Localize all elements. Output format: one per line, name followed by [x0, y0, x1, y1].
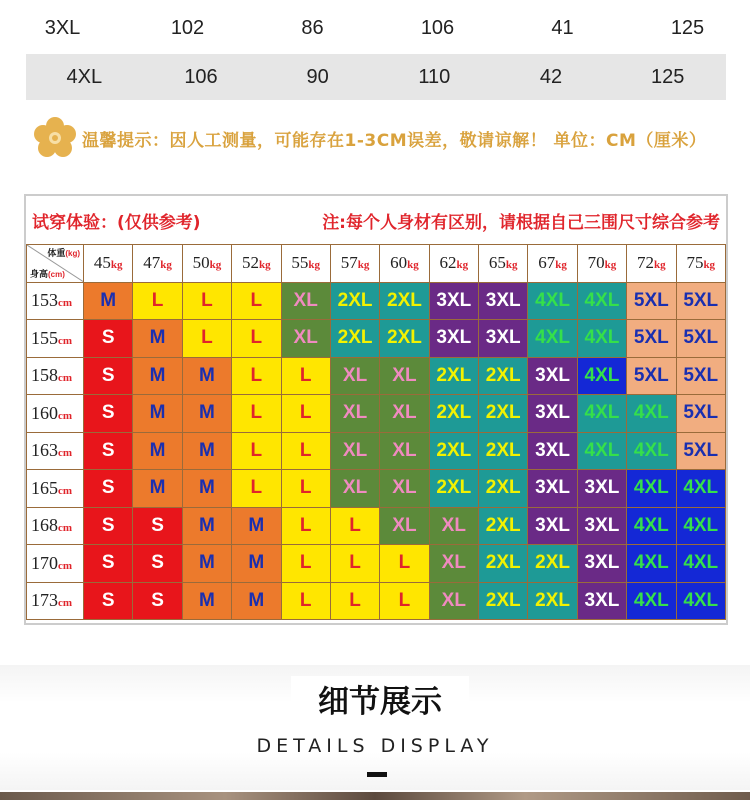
size-recommendation-cell: S	[84, 507, 133, 545]
size-recommendation-cell: 2XL	[380, 282, 429, 320]
size-recommendation-cell: 2XL	[528, 582, 577, 620]
flower-icon	[32, 116, 78, 160]
size-recommendation-cell: 4XL	[577, 282, 626, 320]
size-recommendation-cell: M	[182, 507, 231, 545]
size-recommendation-cell: L	[281, 582, 330, 620]
divider-bar	[367, 772, 387, 777]
size-recommendation-cell: L	[232, 282, 281, 320]
weight-header-cell: 52kg	[232, 245, 281, 283]
size-recommendation-cell: 4XL	[627, 432, 676, 470]
size-recommendation-cell: 4XL	[577, 357, 626, 395]
fitting-table	[24, 194, 728, 625]
size-cell: 102	[170, 16, 205, 39]
fitting-row	[27, 545, 726, 583]
size-recommendation-cell: XL	[380, 395, 429, 433]
weight-header-cell: 62kg	[429, 245, 478, 283]
size-recommendation-cell: 3XL	[577, 582, 626, 620]
size-recommendation-cell: XL	[380, 432, 429, 470]
size-recommendation-cell: 3XL	[577, 507, 626, 545]
size-recommendation-cell: XL	[429, 582, 478, 620]
height-header-cell: 165cm	[27, 470, 84, 508]
details-subtitle: DETAILS DISPLAY	[256, 735, 494, 757]
size-recommendation-cell: 3XL	[528, 470, 577, 508]
size-cell: 42	[539, 65, 563, 88]
details-title: 细节展示	[291, 676, 469, 728]
size-recommendation-cell: S	[133, 545, 182, 583]
size-recommendation-cell: M	[133, 395, 182, 433]
size-cell: 41	[551, 16, 574, 39]
size-recommendation-cell: L	[281, 432, 330, 470]
weight-header-cell: 65kg	[479, 245, 528, 283]
size-recommendation-cell: 2XL	[330, 320, 379, 358]
size-recommendation-cell: M	[182, 470, 231, 508]
size-cell: 4XL	[66, 65, 103, 88]
size-recommendation-cell: XL	[330, 432, 379, 470]
size-recommendation-cell: XL	[330, 470, 379, 508]
size-recommendation-cell: XL	[429, 507, 478, 545]
height-header-cell: 173cm	[27, 582, 84, 620]
size-cell: 110	[418, 65, 451, 88]
size-recommendation-cell: M	[232, 507, 281, 545]
size-recommendation-cell: L	[380, 582, 429, 620]
size-recommendation-cell: 2XL	[429, 395, 478, 433]
size-recommendation-cell: 3XL	[429, 320, 478, 358]
size-recommendation-cell: 3XL	[577, 545, 626, 583]
size-recommendation-cell: L	[281, 395, 330, 433]
size-recommendation-cell: XL	[429, 545, 478, 583]
size-recommendation-cell: 2XL	[479, 470, 528, 508]
size-cell: 3XL	[44, 16, 81, 39]
size-recommendation-cell: L	[281, 357, 330, 395]
weight-header-cell: 72kg	[627, 245, 676, 283]
size-recommendation-cell: 3XL	[429, 282, 478, 320]
tip-text: 温馨提示：因人工测量，可能存在1-3CM误差，敬请谅解！ 单位：CM（厘米）	[82, 130, 707, 151]
fitting-note: 注:每个人身材有区别，请根据自己三围尺寸综合参考	[322, 212, 720, 233]
size-recommendation-cell: S	[133, 507, 182, 545]
size-recommendation-cell: 5XL	[676, 432, 726, 470]
size-recommendation-cell: 4XL	[627, 545, 676, 583]
size-recommendation-cell: L	[281, 470, 330, 508]
size-cell: 86	[301, 16, 324, 39]
size-recommendation-cell: 4XL	[627, 470, 676, 508]
fitting-row	[27, 357, 726, 395]
size-recommendation-cell: M	[133, 357, 182, 395]
size-recommendation-cell: XL	[380, 357, 429, 395]
size-recommendation-cell: XL	[380, 507, 429, 545]
size-recommendation-cell: L	[330, 545, 379, 583]
weight-header-cell: 70kg	[577, 245, 626, 283]
fitting-row	[27, 470, 726, 508]
details-section	[0, 665, 750, 790]
size-recommendation-cell: 5XL	[627, 357, 676, 395]
size-recommendation-cell: 5XL	[676, 282, 726, 320]
size-recommendation-cell: S	[84, 545, 133, 583]
weight-header-cell: 60kg	[380, 245, 429, 283]
size-recommendation-cell: M	[182, 582, 231, 620]
size-recommendation-cell: M	[84, 282, 133, 320]
size-recommendation-cell: 2XL	[429, 432, 478, 470]
size-recommendation-cell: 4XL	[577, 432, 626, 470]
size-recommendation-cell: 3XL	[528, 357, 577, 395]
size-recommendation-cell: L	[182, 320, 231, 358]
height-header-cell: 160cm	[27, 395, 84, 433]
size-recommendation-cell: M	[182, 357, 231, 395]
fitting-row	[27, 282, 726, 320]
fitting-grid	[26, 244, 726, 620]
size-recommendation-cell: L	[232, 432, 281, 470]
size-recommendation-cell: XL	[330, 357, 379, 395]
height-axis-label: 身高(cm)	[30, 268, 65, 279]
size-recommendation-cell: 4XL	[528, 282, 577, 320]
size-recommendation-cell: 2XL	[380, 320, 429, 358]
size-recommendation-cell: XL	[330, 395, 379, 433]
size-recommendation-cell: S	[84, 357, 133, 395]
size-recommendation-cell: L	[182, 282, 231, 320]
size-recommendation-cell: 4XL	[577, 395, 626, 433]
size-recommendation-cell: 2XL	[479, 545, 528, 583]
size-recommendation-cell: 5XL	[676, 357, 726, 395]
size-recommendation-cell: 2XL	[528, 545, 577, 583]
size-recommendation-cell: L	[232, 320, 281, 358]
size-recommendation-cell: M	[133, 432, 182, 470]
size-recommendation-cell: 2XL	[429, 357, 478, 395]
weight-axis-label: 体重(kg)	[47, 248, 80, 258]
size-recommendation-cell: 3XL	[528, 507, 577, 545]
size-recommendation-cell: S	[84, 582, 133, 620]
size-recommendation-cell: L	[232, 470, 281, 508]
size-recommendation-cell: 5XL	[676, 395, 726, 433]
size-recommendation-cell: S	[133, 582, 182, 620]
height-header-cell: 158cm	[27, 357, 84, 395]
size-recommendation-cell: 4XL	[627, 395, 676, 433]
fitting-row	[27, 582, 726, 620]
height-header-cell: 155cm	[27, 320, 84, 358]
size-recommendation-cell: M	[133, 320, 182, 358]
size-recommendation-cell: L	[330, 582, 379, 620]
size-recommendation-cell: L	[281, 545, 330, 583]
size-recommendation-cell: 2XL	[479, 507, 528, 545]
weight-header-cell: 57kg	[330, 245, 379, 283]
size-recommendation-cell: 3XL	[479, 282, 528, 320]
size-recommendation-cell: 4XL	[627, 507, 676, 545]
size-recommendation-cell: 4XL	[676, 582, 726, 620]
size-recommendation-cell: L	[281, 507, 330, 545]
size-recommendation-cell: L	[133, 282, 182, 320]
size-recommendation-cell: S	[84, 395, 133, 433]
size-recommendation-cell: 4XL	[627, 582, 676, 620]
size-cell: 125	[651, 65, 685, 88]
corner-cell	[27, 245, 84, 283]
size-recommendation-cell: M	[232, 582, 281, 620]
size-row-3xl	[0, 5, 750, 51]
size-recommendation-cell: L	[330, 507, 379, 545]
height-header-cell: 163cm	[27, 432, 84, 470]
weight-header-cell: 47kg	[133, 245, 182, 283]
size-recommendation-cell: M	[232, 545, 281, 583]
size-recommendation-cell: 4XL	[676, 545, 726, 583]
size-recommendation-cell: 3XL	[577, 470, 626, 508]
fitting-row	[27, 507, 726, 545]
size-recommendation-cell: 3XL	[479, 320, 528, 358]
fitting-table-header	[26, 196, 726, 244]
size-recommendation-cell: XL	[281, 282, 330, 320]
size-recommendation-cell: 3XL	[528, 395, 577, 433]
size-cell: 90	[306, 65, 329, 88]
height-header-cell: 153cm	[27, 282, 84, 320]
fitting-row	[27, 432, 726, 470]
size-recommendation-cell: M	[182, 395, 231, 433]
height-header-cell: 170cm	[27, 545, 84, 583]
weight-header-cell: 75kg	[676, 245, 726, 283]
weight-header-cell: 45kg	[84, 245, 133, 283]
weight-header-row	[27, 245, 726, 283]
size-recommendation-cell: S	[84, 320, 133, 358]
measurement-tip	[32, 116, 706, 160]
size-recommendation-cell: M	[182, 545, 231, 583]
size-recommendation-cell: S	[84, 432, 133, 470]
size-recommendation-cell: 2XL	[479, 395, 528, 433]
size-recommendation-cell: 2XL	[429, 470, 478, 508]
fitting-row	[27, 395, 726, 433]
size-recommendation-cell: 4XL	[528, 320, 577, 358]
size-recommendation-cell: 2XL	[479, 357, 528, 395]
size-recommendation-cell: XL	[380, 470, 429, 508]
size-recommendation-cell: L	[380, 545, 429, 583]
size-row-4xl	[26, 54, 726, 100]
size-recommendation-cell: 5XL	[627, 282, 676, 320]
size-recommendation-cell: 5XL	[627, 320, 676, 358]
weight-header-cell: 50kg	[182, 245, 231, 283]
size-recommendation-cell: 4XL	[676, 470, 726, 508]
fitting-row	[27, 320, 726, 358]
size-recommendation-cell: 4XL	[577, 320, 626, 358]
size-recommendation-cell: XL	[281, 320, 330, 358]
weight-header-cell: 67kg	[528, 245, 577, 283]
size-recommendation-cell: 2XL	[330, 282, 379, 320]
size-recommendation-cell: 4XL	[676, 507, 726, 545]
weight-header-cell: 55kg	[281, 245, 330, 283]
size-cell: 125	[670, 16, 705, 39]
size-recommendation-cell: L	[232, 357, 281, 395]
size-recommendation-cell: 2XL	[479, 432, 528, 470]
size-cell: 106	[420, 16, 455, 39]
height-header-cell: 168cm	[27, 507, 84, 545]
product-photo	[0, 792, 750, 800]
size-recommendation-cell: 5XL	[676, 320, 726, 358]
size-recommendation-cell: 3XL	[528, 432, 577, 470]
fitting-title: 试穿体验：(仅供参考)	[32, 212, 201, 233]
size-recommendation-cell: S	[84, 470, 133, 508]
size-cell: 106	[184, 65, 218, 88]
size-recommendation-cell: 2XL	[479, 582, 528, 620]
size-recommendation-cell: L	[232, 395, 281, 433]
size-recommendation-cell: M	[182, 432, 231, 470]
size-recommendation-cell: M	[133, 470, 182, 508]
